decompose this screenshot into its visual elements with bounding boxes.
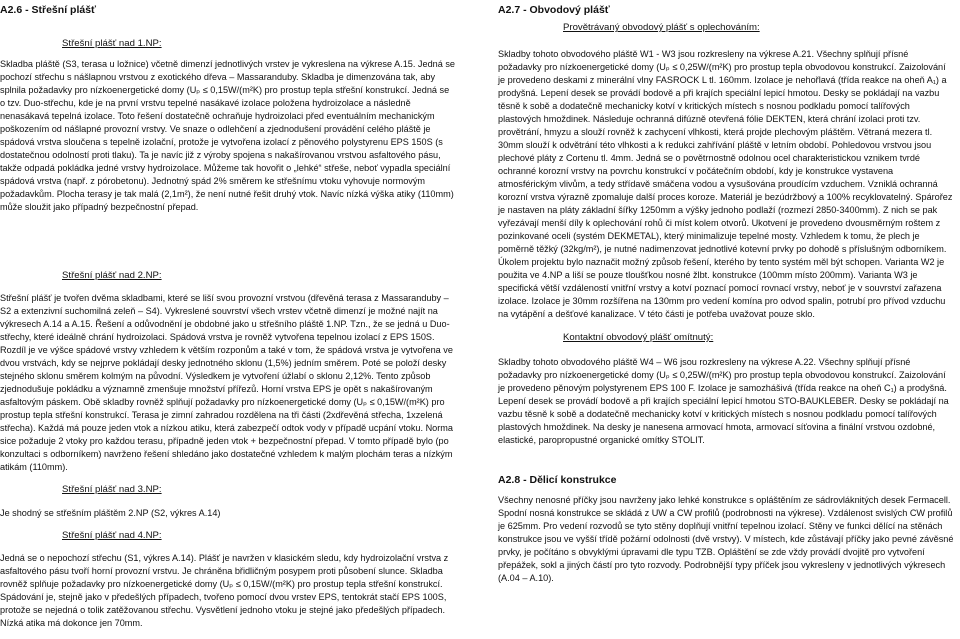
section-heading-roof: A2.6 - Střešní plášť	[0, 4, 97, 16]
subheading-roof-2np: Střešní plášť nad 2.NP:	[62, 270, 162, 281]
section-heading-facade: A2.7 - Obvodový plášť	[498, 4, 610, 16]
paragraph-roof-3np: Je shodný se střešním pláštěm 2.NP (S2, výkres A.14)	[0, 508, 221, 518]
paragraph-ventilated-facade: Skladby tohoto obvodového pláště W1 - W3 jsou rozkresleny na výkrese A.21. Všechny splňují přísné požadavky pro nízkoenergetické domy (Uₚ ≤ 0,25W/(m²K) pro prostup tepla obvodovou konstrukcí. Zaizolování je provedeno deskami z minerální vlny FASROCK L tl. 160mm. Izolace je nehořlavá (třída reakce na oheň A₁) a prodyšná. Lepení desek se provádí bodově a při krajích speciální lepicí hmotou. Desky se pokládají na vazbu těsně k sobě a dodatečně mechanicky kotví v kritických místech s nosnou podkladu pomocí talířových plastových hmoždinek. Následuje ochranná difúzně otevřená fólie DEKTEN, která chrání izolaci proti tzv. provětrání, hmyzu a slouží rovněž k zachycení vlhkosti, která projde plechovým pláštěm. Větraná mezera tl. 30mm slouží k odvětrání této vlhkosti a k redukci zahřívání pláště v letním období. Pohledovou vrstvou jsou plechové pláty z Cortenu tl. 4mm. Jedná se o povětrnostně odolnou ocel charakteristickou vznikem tvrdé ochranné korozní vrstvy na povrchu konstrukcí v počátečním období, kdy je konstrukce vystavena atmosférickým vlivům, a tedy střídavě smáčena vodou a vysušována proudícím vzduchem. Vzniklá ochranná korozní vrstva výrazně zpomaluje další proces koroze. Materiál je bezúdržbový a 100% recyklovatelný. Spárořez je nastaven na pláty základní šířky 1250mm a výšky jednoho podlaží (rozmezí 2850-3400mm). Z nich se pak vyřezávají menší díly k oplechování rohů či míst kolem otvorů. Ukotvení je provedeno dvousměrným roštem z pozinkované oceli (systém DEKMETAL), který minimalizuje tepelné mosty. Vzhledem k tomu, že plech je poměrně těžký (32kg/m²), je nutné nadimenzovat jednotlivé kotevní prvky po dohodě s příslušným odborníkem. Úkolem projektu bylo naznačit možný způsob řešení, kterého by tento systém měl být schopen. Varianta W2 je použita ve 4.NP a liší se pouze tloušťkou nosné žlbt. konstrukce (100mm místo 200mm). Varianta W3 je specifická větší vzdáleností vnitřní vrstvy a kotví poznací pomocí rovnací vrstvy, neboť je v souvrství zařazena izolace. Izolace je 30mm rozšířena na 130mm pro vedení komína pro odvod spalin, potrubí pro přívod vzduchu na vytápění a dešťové kanalizace. V této části je potřeba uvažovat pouze sklo.	[498, 49, 953, 319]
subheading-ventilated-facade: Provětrávaný obvodový plášť s oplechováním:	[563, 22, 760, 33]
left-column	[0, 4, 456, 628]
paragraph-roof-4np: Jedná se o nepochozí střechu (S1, výkres A.14). Plášť je navržen v klasickém sledu, kdy hydroizolační vrstva z asfaltového pásu tvoří horní provozní vrstvu. Je chráněna břidličným posypem proti působení slunce. Skladba rovněž splňuje požadavky pro nízkoenergetické domy (Uₚ ≤ 0,15W/(m²K) pro prostup tepla střešní konstrukcí. Spádování je, stejně jako v předešlých případech, tvořeno pomocí dvou vrstev EPS, tentokrát stačí EPS 100S, protože se nejedná o tolik zatěžovanou střechu. Vysvětlení jednoho vtoku je stejné jako předešlých případech. Nízká atika má dokonce jen 70mm.	[0, 553, 449, 628]
subheading-roof-4np: Střešní plášť nad 4.NP:	[62, 530, 162, 541]
right-column	[498, 4, 954, 583]
paragraph-roof-2np: Střešní plášť je tvořen dvěma skladbami, které se liší svou provozní vrstvou (dřevěná terasa z Massaranduby – S2 a extenzivní suchomilná zeleň – S4). Vykreslené souvrství všech vrstev včetně dimenzí je možné najít na výkresech A.14 a A.15. Řešení a odůvodnění je obdobné jako u střešního pláště 1.NP. Tzn., že se jedná u Duo-střechy, které ideálně chrání hydroizolaci. Spádová vrstva je rovněž vytvořena tepelnou izolací z EPS 150S. Rozdíl je ve výšce spádové vrstvy vzhledem k větším rozponům a také v tom, že spádová vrstva je vytvořena ve dvou vrstvách, kdy se nejprve pokládají desky jednotného sklonu (1,5%) jedním směrem. Poté se položí desky stejného sklonu směrem kolmým na původní. Výsledkem je vytvoření úžlabí o sklonu 2,12%. Tento způsob zjednodušuje pokládku a významně zmenšuje množství přířezů. Horní vrstva EPS je opět s nakašírovaným asfaltovým páskem. Obě skladby rovněž splňují požadavky pro nízkoenergetické domy (Uₚ ≤ 0,15W/(m²K) pro prostup tepla střešní konstrukcí. Terasa je zimní zahradou rozdělena na tři části (2xdřevěná střecha, 1xzelená střecha). Každá má pouze jeden vtok a nízkou atiku, která zabezpečí odtok vody v případě ucpání vtoku. Norma sice požaduje 2 vtoky pro každou terasu, případně jeden vtok + bezpečnostní přepad. V tomto případě bylo (po konzultaci s odborníkem) navrženo řešení shledáno jako dostatečné vzhledem k malým plochám teras a nízkým atikám (110mm).	[0, 293, 453, 472]
paragraph-contact-facade: Skladby tohoto obvodového pláště W4 – W6 jsou rozkresleny na výkrese A.22. Všechny splňují přísné požadavky pro nízkoenergetické domy (Uₚ ≤ 0,25W/(m²K) pro prostup tepla obvodovou konstrukcí. Zaizolování je provedeno pěnovým polystyrenem EPS 100 F. Izolace je samozhášivá (třída reakce na oheň C₁) a prodyšná. Lepení desek se provádí bodově a při krajích speciální lepicí hmotou STO-BAUKLEBER. Desky se pokládají na vazbu těsně k sobě a dodatečně mechanicky kotví v kritických místech s nosnou podkladu pomocí talířových plastových hmoždinek. Na desky je nanesena armovací hmota, armovací síťovina a finální vrstvou ozdobné, elastické, paropropustné organické omítky STOLIT.	[498, 357, 949, 445]
paragraph-roof-1np: Skladba pláště (S3, terasa u ložnice) včetně dimenzí jednotlivých vrstev je vykreslena na výkrese A.15. Jedná se pochozí střechu s nášlapnou vrstvou z exotického dřeva – Massaranduby. Skladba je dimenzována tak, aby splnila požadavky pro nízkoenergetické domy (Uₚ ≤ 0,15W/(m²K) pro prostup tepla střešní konstrukcí. Jedná se o tzv. Duo-střechu, kde je na první vrstvu tepelné nasákavé izolace položena hydroizolace a následně nenasákavá tepelná izolace. Toto řešení dostatečně ochraňuje hydroizolaci před eventuálním mechanickým poškozením od nášlapné provozní vrstvy. Ve snaze o odlehčení a zjednodušení provádění celého pláště je spádová vrstva sloučena s tepelně izolační, protože je vytvořena izolací z pěnového polystyrenu EPS 150S (s dostatečnou odolností proti tlaku). Ta je navíc již z výroby spojena s nakašírovanou vrstvou asfaltového pásu, takže odpadá pokládka jedné vrstvy hydroizolace. Můžeme tak hovořit o „lehké“ střeše, neboť vypadla speciální spádová vrstva (např. z pórobetonu). Jednotný spád 2% směrem ke střešnímu vtoku vyhovuje normovým požadavkům. Plocha terasy je tak malá (2,1m²), že není nutné řešit druhý vtok. Navíc nízká výška atiky (110mm) může sloužit jako případný bezpečnostní přepad.	[0, 59, 455, 212]
subheading-roof-1np: Střešní plášť nad 1.NP:	[62, 38, 162, 49]
section-heading-partitions: A2.8 - Dělicí konstrukce	[498, 474, 617, 486]
subheading-contact-facade: Kontaktní obvodový plášť omítnutý:	[563, 332, 714, 343]
paragraph-partitions: Všechny nenosné příčky jsou navrženy jako lehké konstrukce s opláštěním ze sádrovláknitých desek Fermacell. Spodní nosná konstrukce se skládá z UW a CW profilů (podrobnosti na výkrese). Vzdálenost svislých CW profilů je 625mm. Pro vedení rozvodů se tyto stěny doplňují vnitřní tepelnou izolací. Stěny ve funkci dělící na stěnách konstrukce jsou ve vyšší třídě požární odolnosti (dvě vrstvy). V místech, kde zůstávají příčky jako pevné závěsné prvky, je počítáno s obvyklými úpravami dle typu TZB. Opláštění se zde vždy provádí dvojitě pro vytvoření přepážek, sokl a jiných částí pro tyto rozvody. Podrobnější typy příček jsou vykresleny v jednotlivých výkresech (A.04 – A.10).	[498, 495, 954, 583]
subheading-roof-3np: Střešní plášť nad 3.NP:	[62, 484, 162, 495]
